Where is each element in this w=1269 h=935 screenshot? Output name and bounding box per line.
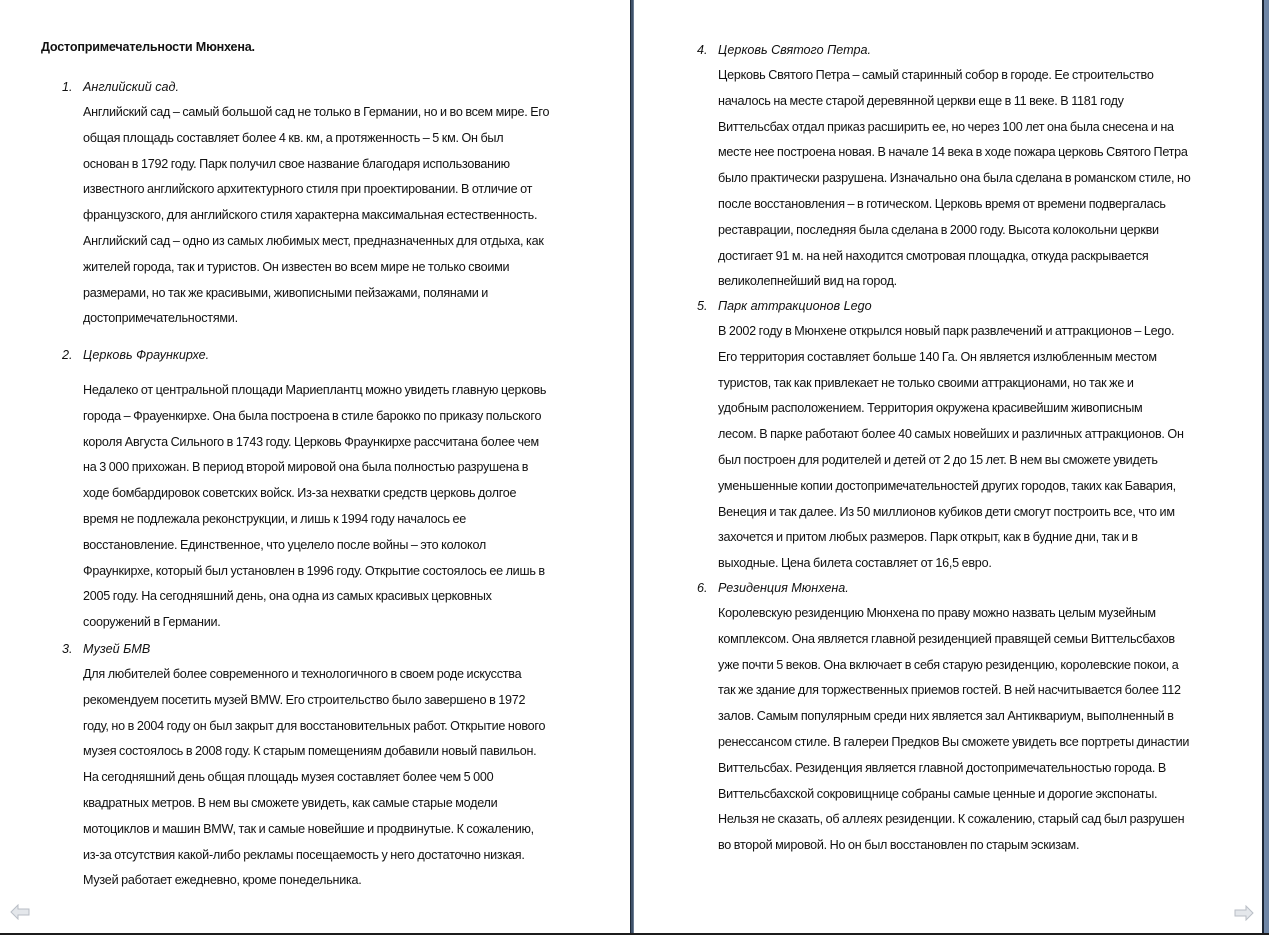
list-item-body (718, 319, 1238, 577)
list-item-body (83, 378, 603, 636)
text-line: удобным расположением. Территория окружена красивейшим живописным (718, 401, 1143, 416)
list-item-legoland (635, 293, 1262, 577)
arrow-left-icon[interactable] (10, 904, 30, 920)
text-line: достопримечательностями. (83, 311, 238, 326)
list-item-title: Резиденция Мюнхена. (718, 581, 849, 595)
list-item-bmw-museum (0, 636, 630, 894)
page-divider (630, 0, 634, 935)
list-item-title: Музей БМВ (83, 642, 151, 656)
text-line: так же здание для торжественных приемов гостей. В ней насчитывается более 112 (718, 683, 1181, 698)
list-item-frauenkirche (0, 342, 630, 636)
text-line: на 3 000 прихожан. В период второй мировой она была полностью разрушена в (83, 460, 529, 475)
list-item-st-peter-church (635, 37, 1262, 295)
text-line: города – Фрауенкирхе. Она была построена в стиле барокко по приказу польского (83, 408, 542, 423)
text-line: месте нее построена новая. В начале 14 века в ходе пожара церковь Святого Петра (718, 145, 1188, 160)
list-number: 2. (62, 348, 73, 362)
text-line: В 2002 году в Мюнхене открылся новый парк развлечений и аттракционов – Lego. (718, 324, 1175, 338)
list-number: 1. (62, 80, 73, 94)
document-title: Достопримечательности Мюнхена. (41, 40, 255, 54)
text-line: жителей города, так и туристов. Он известен во всем мире не только своими (83, 259, 510, 274)
text-line: Фраункирхе, который был установлен в 1996 году. Открытие состоялось ее лишь в (83, 563, 545, 578)
list-item-title: Английский сад. (83, 80, 180, 94)
text-line: великолепнейший вид на город. (718, 274, 897, 289)
text-line: ренессансом стиле. В галереи Предков Вы сможете увидеть все портреты династии (718, 734, 1190, 749)
text-line: Недалеко от центральной площади Мариеплантц можно увидеть главную церковь (83, 383, 547, 397)
list-item-residenz (635, 575, 1262, 859)
text-line: лесом. В парке работают более 40 самых новейших и различных аттракционов. Он (718, 427, 1184, 442)
text-line: размерами, но так же красивыми, живописными пейзажами, полянами и (83, 285, 489, 300)
text-line: туристов, так как привлекает не только своими аттракционами, но так же и (718, 375, 1134, 390)
text-line: уменьшенные копии достопримечательностей других городов, таких как Бавария, (718, 478, 1176, 493)
text-line: Музей работает ежедневно, кроме понедельника. (83, 873, 362, 888)
text-line: сооружений в Германии. (83, 615, 221, 630)
list-number: 4. (697, 43, 708, 57)
text-line: Для любителей более современного и технологичного в своем роде искусства (83, 667, 522, 681)
text-line: рекомендуем посетить музей BMW. Его строительство было завершено в 1972 (83, 692, 526, 707)
text-line: году, но в 2004 году он был закрыт для восстановительных работ. Открытие нового (83, 718, 546, 733)
document-page-left (0, 0, 630, 933)
text-line: реставрации, последняя была сделана в 2000 году. Высота колокольни церкви (718, 222, 1159, 237)
text-line: основан в 1792 году. Парк получил свое название благодаря использованию (83, 156, 510, 171)
text-line: Виттельсбах. Резиденция является главной достопримечательностью города. В (718, 760, 1167, 775)
text-line: после восстановления – в готическом. Церковь время от времени подвергалась (718, 196, 1166, 211)
text-line: было практически разрушена. Изначально она была сделана в романском стиле, но (718, 171, 1191, 186)
window-frame-edge (1262, 0, 1269, 935)
text-line: Виттельсбахской сокровищнице собраны самые ценные и дорогие экспонаты. (718, 786, 1158, 801)
text-line: достигает 91 м. на ней находится смотровая площадка, откуда раскрывается (718, 248, 1149, 263)
list-item-body (718, 63, 1238, 295)
text-line: квадратных метров. В нем вы сможете увидеть, как самые старые модели (83, 795, 498, 810)
text-line: Английский сад – одно из самых любимых мест, предназначенных для отдыха, как (83, 233, 544, 248)
text-line: комплексом. Она является главной резиденцией правящей семьи Виттельсбахов (718, 631, 1175, 646)
text-line: из-за отсутствия какой-либо рекламы посещаемость у него достаточно низкая. (83, 847, 525, 862)
list-number: 3. (62, 642, 73, 656)
text-line: во второй мировой. Но он был восстановлен по старым эскизам. (718, 838, 1080, 853)
text-line: время не подлежала реконструкции, и лишь к 1994 году началось ее (83, 511, 467, 526)
text-line: короля Августа Сильного в 1743 году. Церковь Фраункирхе рассчитана более чем (83, 434, 539, 449)
list-item-english-garden (0, 74, 630, 332)
text-line: Венеция и так далее. Из 50 миллионов кубиков дети смогут построить все, что им (718, 504, 1175, 519)
text-line: мотоциклов и машин BMW, так и самые новейшие и продвинутые. К сожалению, (83, 821, 534, 836)
document-page-right (635, 0, 1262, 933)
text-line: захочется и притом любых размеров. Парк открыт, как в будние дни, так и в (718, 530, 1138, 545)
text-line: выходные. Цена билета составляет от 16,5 евро. (718, 556, 992, 571)
text-line: восстановление. Единственное, что уцелело после войны – это колокол (83, 537, 487, 552)
list-number: 5. (697, 299, 708, 313)
text-line: 2005 году. На сегодняшний день, она одна из самых красивых церковных (83, 589, 492, 604)
text-line: Церковь Святого Петра – самый старинный собор в городе. Ее строительство (718, 68, 1154, 82)
text-line: Английский сад – самый большой сад не только в Германии, но и во всем мире. Его (83, 105, 550, 119)
text-line: известного английского архитектурного стиля при проектировании. В отличие от (83, 182, 533, 197)
text-line: залов. Самым популярным среди них является зал Антиквариум, выполненный в (718, 709, 1174, 724)
arrow-right-icon[interactable] (1234, 905, 1254, 921)
list-item-title: Церковь Святого Петра. (718, 43, 871, 57)
list-item-title: Парк аттракционов Lego (718, 299, 872, 313)
text-line: Его территория составляет больше 140 Га. Он является излюбленным местом (718, 349, 1157, 364)
list-item-body (83, 100, 603, 332)
text-line: музея состоялось в 2008 году. К старым помещениям добавили новый павильон. (83, 744, 537, 759)
text-line: Королевскую резиденцию Мюнхена по праву можно назвать целым музейным (718, 606, 1156, 620)
text-line: французского, для английского стиля характерна максимальная естественность. (83, 208, 538, 223)
list-number: 6. (697, 581, 708, 595)
text-line: был построен для родителей и детей от 2 до 15 лет. В нем вы сможете увидеть (718, 452, 1158, 467)
text-line: началось на месте старой деревянной церкви еще в 11 веке. В 1181 году (718, 93, 1124, 108)
list-item-body (718, 601, 1238, 859)
list-item-body (83, 662, 603, 894)
text-line: ходе бомбардировок советских войск. Из-за нехватки средств церковь долгое (83, 486, 517, 501)
text-line: Нельзя не сказать, об аллеях резиденции. К сожалению, старый сад был разрушен (718, 812, 1185, 827)
list-item-title: Церковь Фраункирхе. (83, 348, 210, 362)
text-line: общая площадь составляет более 4 кв. км, а протяженность – 5 км. Он был (83, 130, 504, 145)
text-line: уже почти 5 веков. Она включает в себя старую резиденцию, королевские покои, а (718, 657, 1179, 672)
text-line: На сегодняшний день общая площадь музея составляет более чем 5 000 (83, 770, 494, 785)
text-line: Виттельсбах отдал приказ расширить ее, но через 100 лет она была снесена и на (718, 119, 1174, 134)
